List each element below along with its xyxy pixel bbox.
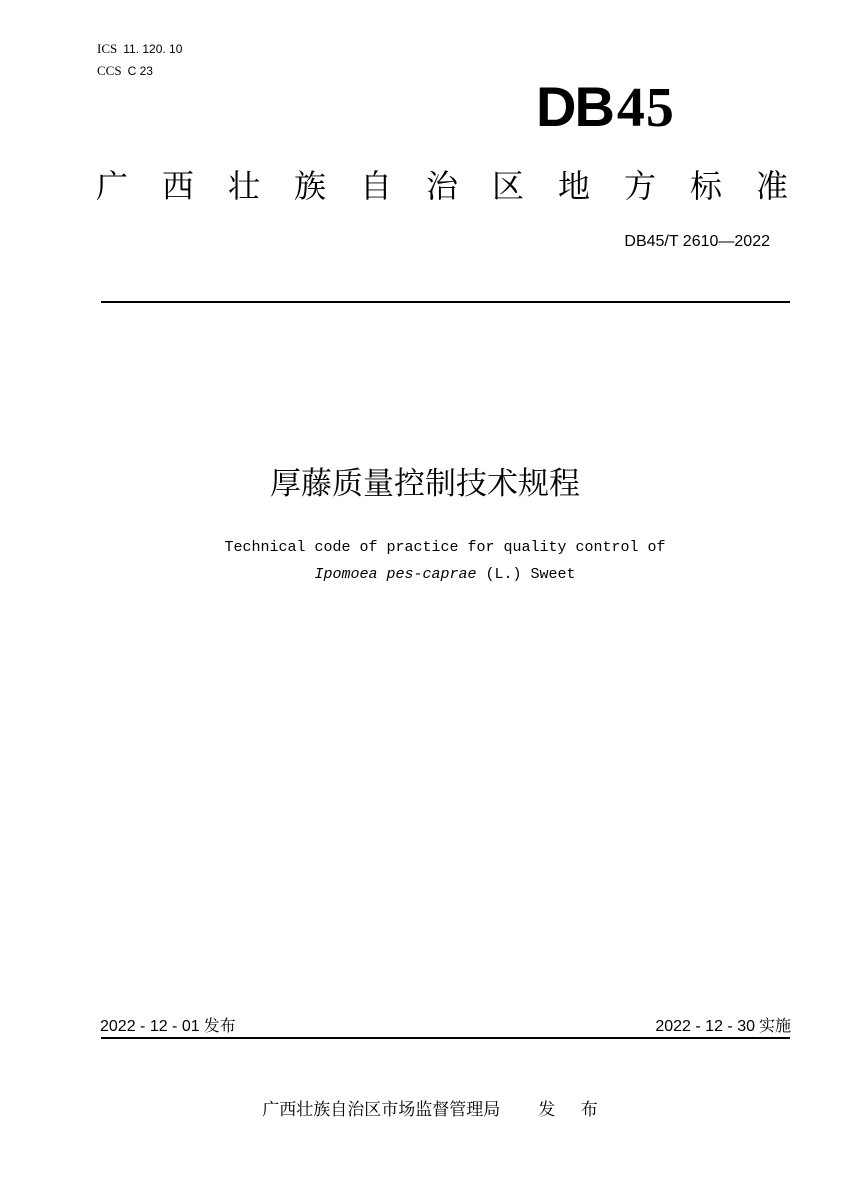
standard-type-char: 西	[161, 167, 194, 205]
title-english-author: (L.) Sweet	[485, 566, 576, 583]
db-logo-number: 45	[616, 77, 675, 139]
release-label: 发布	[203, 1016, 236, 1035]
title-chinese: 厚藤质量控制技术规程	[270, 466, 580, 502]
issuer-action: 发 布	[538, 1100, 608, 1120]
standard-type-char: 自	[359, 167, 392, 205]
implement-date-value: 2022 - 12 - 30	[655, 1018, 755, 1035]
standard-type-heading	[92, 164, 792, 208]
ccs-label: CCS	[97, 63, 122, 78]
title-english-line2	[0, 565, 850, 585]
db-logo	[536, 75, 726, 139]
ics-label: ICS	[97, 41, 118, 56]
standard-type-char: 族	[293, 167, 326, 205]
ics-value: 11. 120. 10	[123, 42, 183, 56]
ics-code	[97, 42, 182, 56]
issuer-name: 广西壮族自治区市场监督管理局	[262, 1100, 501, 1120]
standard-type-char: 地	[557, 167, 590, 205]
implement-date	[655, 1015, 791, 1038]
release-date-value: 2022 - 12 - 01	[100, 1018, 200, 1035]
header-divider	[101, 301, 790, 303]
ccs-value: C 23	[127, 64, 153, 78]
ccs-code	[97, 64, 153, 78]
db-logo-letters: DB	[536, 75, 613, 138]
standard-number: DB45/T 2610—2022	[624, 233, 770, 250]
release-date	[100, 1015, 236, 1038]
standard-type-char: 标	[689, 167, 722, 205]
issuer	[0, 1098, 850, 1122]
title-english-line1: Technical code of practice for quality control of	[224, 539, 666, 556]
title-english-species: Ipomoea pes-caprae	[314, 566, 477, 583]
standard-type-char: 广	[95, 167, 128, 205]
standard-type-char: 治	[425, 167, 458, 205]
standard-type-char: 壮	[227, 167, 260, 205]
implement-label: 实施	[758, 1016, 791, 1035]
standard-type-char: 准	[755, 167, 788, 205]
standard-type-char: 方	[623, 167, 656, 205]
footer-divider	[101, 1037, 790, 1039]
standard-type-char: 区	[491, 167, 524, 205]
